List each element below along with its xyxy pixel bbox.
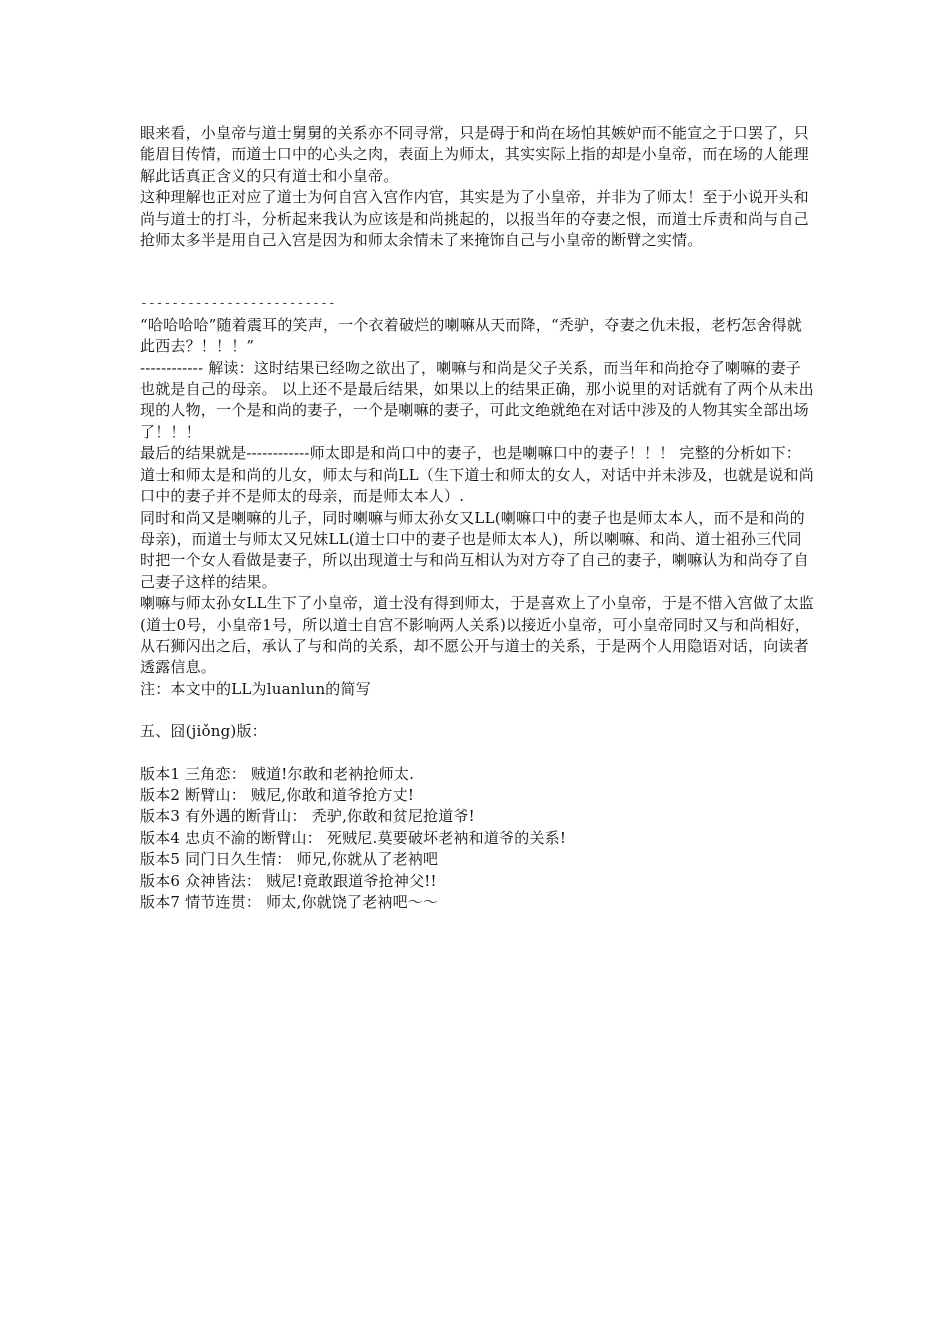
section-heading: 五、囧(jiǒng)版： [140, 722, 267, 741]
paragraph: 眼来看，小皇帝与道士舅舅的关系亦不同寻常，只是碍于和尚在场怕其嫉妒而不能宣之于口罢了，只能眉目传情，而道士口中的心头之肉，表面上为师太，其实实际上指的却是小皇帝，而在场的人能理解此话真正含义的只有道士和小皇帝。 [140, 124, 809, 185]
paragraph: ------------ 解读：这时结果已经吻之欲出了，喇嘛与和尚是父子关系，而当年和尚抢夺了喇嘛的妻子也就是自己的母亲。 以上还不是最后结果，如果以上的结果正确，那小说里的对话就有了两个从未出现的人物，一个是和尚的妻子，一个是喇嘛的妻子，可此文绝就绝在对话中涉及的人物其实全部出场了！！！ [140, 358, 814, 441]
paragraph: “哈哈哈哈”随着震耳的笑声，一个衣着破烂的喇嘛从天而降，“秃驴，夺妻之仇未报，老朽怎舍得就此西去？！！！” [140, 315, 803, 356]
document-page [140, 123, 815, 913]
version-item: 版本3 有外遇的断背山： 秃驴,你敢和贫尼抢道爷! [140, 807, 475, 826]
divider-line: ------------------------- [140, 296, 336, 312]
paragraph: 这种理解也正对应了道士为何自宫入宫作内官，其实是为了小皇帝，并非为了师太！至于小说开头和尚与道士的打斗，分析起来我认为应该是和尚挑起的，以报当年的夺妻之恨，而道士斥责和尚与自己抢师太多半是用自己入宫是因为和师太余情未了来掩饰自己与小皇帝的断臂之实情。 [140, 188, 809, 250]
paragraph: 最后的结果就是------------师太即是和尚口中的妻子，也是喇嘛口中的妻子！！！ 完整的分析如下： 道士和师太是和尚的儿女，师太与和尚LL（生下道士和师太的女人，对话中并未涉及，也就是说和尚口中的妻子并不是师太的母亲，而是师太本人）. [140, 444, 814, 506]
version-item: 版本2 断臂山： 贼尼,你敢和道爷抢方丈! [140, 785, 415, 804]
paragraph: 同时和尚又是喇嘛的儿子，同时喇嘛与师太孙女又LL(喇嘛口中的妻子也是师太本人，而不是和尚的母亲)，而道士与师太又兄妹LL(道士口中的妻子也是师太本人)，所以喇嘛、和尚、道士祖孙三代同时把一个女人看做是妻子，所以出现道士与和尚互相认为对方夺了自己的妻子，喇嘛认为和尚夺了自己妻子这样的结果。 [140, 508, 809, 591]
version-item: 版本4 忠贞不渝的断臂山： 死贼尼.莫要破坏老衲和道爷的关系! [140, 828, 567, 847]
version-item: 版本1 三角恋： 贼道!尔敢和老衲抢师太. [140, 764, 415, 783]
paragraph: 喇嘛与师太孙女LL生下了小皇帝，道士没有得到师太，于是喜欢上了小皇帝，于是不惜入宫做了太监(道士0号，小皇帝1号，所以道士自宫不影响两人关系)以接近小皇帝，可小皇帝同时又与和尚相好，从石狮闪出之后，承认了与和尚的关系，却不愿公开与道士的关系，于是两个人用隐语对话，向读者透露信息。 [140, 594, 814, 677]
version-item: 版本7 情节连贯： 师太,你就饶了老衲吧～～ [140, 893, 439, 911]
spacer [140, 700, 815, 721]
note-line: 注：本文中的LL为luanlun的简写 [140, 679, 371, 698]
version-item: 版本6 众神皆法： 贼尼!竟敢跟道爷抢神父!! [140, 871, 437, 890]
version-item: 版本5 同门日久生情： 师兄,你就从了老衲吧 [140, 850, 439, 869]
spacer [140, 251, 815, 293]
spacer [140, 743, 815, 764]
